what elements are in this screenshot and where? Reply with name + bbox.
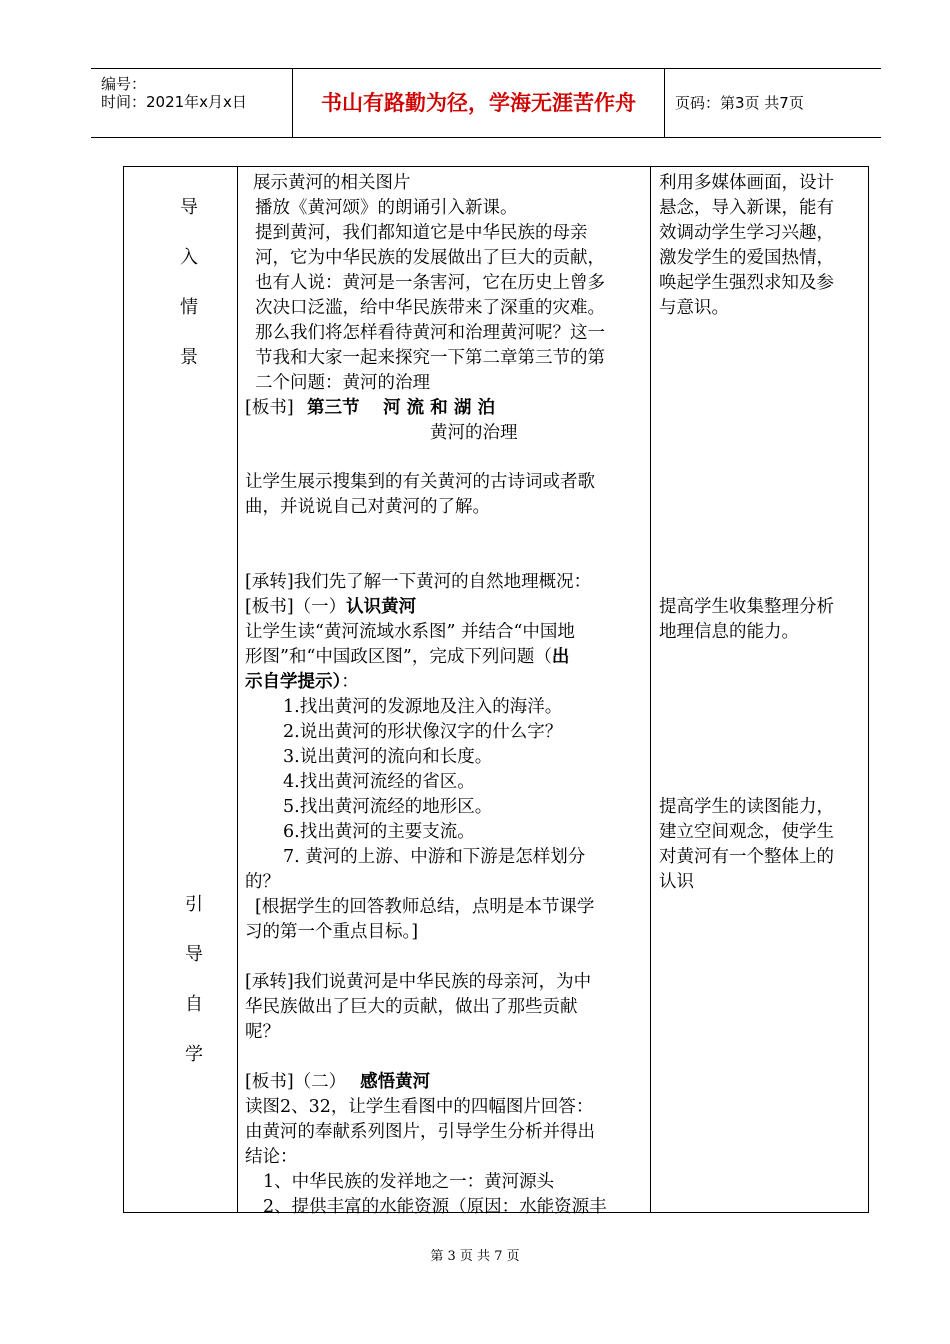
content-line: 也有人说：黄河是一条害河，它在历史上曾多: [255, 273, 605, 293]
board-tag-text: [板书]（一）: [245, 597, 347, 617]
board-tag: [板书]: [245, 398, 294, 418]
content-line: 展示黄河的相关图片: [253, 173, 411, 193]
question-item: 7. 黄河的上游、中游和下游是怎样划分: [283, 847, 586, 867]
board-title: [307, 396, 495, 421]
time-label: 时间：2021年x月x日: [101, 93, 247, 111]
section-char: 导: [185, 944, 203, 965]
content-line: 播放《黄河颂》的朗诵引入新课。: [255, 198, 518, 218]
header-meta: [91, 69, 293, 137]
board-tag-text: [板书]（二）: [245, 1072, 347, 1092]
header-motto: 书山有路勤为径，学海无涯苦作舟: [293, 69, 665, 137]
page-footer: 第 3 页 共 7 页: [430, 1249, 520, 1264]
board-heading: 感悟黄河: [360, 1072, 431, 1092]
content-emphasis: 出: [551, 647, 570, 667]
content-line: [根据学生的回答教师总结，点明是本节课学: [255, 897, 595, 917]
section-label-intro: [169, 183, 209, 383]
note-line: 唤起学生强烈求知及参: [659, 273, 834, 293]
content-line: [承转]我们先了解一下黄河的自然地理概况：: [245, 572, 592, 592]
content-line: 的？: [245, 872, 280, 892]
section-char: 引: [185, 894, 203, 915]
content-line: 习的第一个重点目标。]: [245, 922, 419, 942]
question-item: 3.说出黄河的流向和长度。: [283, 747, 493, 767]
content-line: 河，它为中华民族的发展做出了巨大的贡献，: [255, 248, 605, 268]
note-line: 对黄河有一个整体上的: [659, 847, 834, 867]
question-item: 2.说出黄河的形状像汉字的什么字？: [283, 722, 563, 742]
question-item: 4.找出黄河流经的省区。: [283, 772, 475, 792]
content-text: 形图”和“中国政区图”，完成下列问题（: [245, 647, 552, 667]
content-line: 那么我们将怎样看待黄河和治理黄河呢？这一: [255, 323, 605, 343]
content-line: [承转]我们说黄河是中华民族的母亲河，为中: [245, 972, 592, 992]
board-subtitle: 黄河的治理: [430, 423, 518, 443]
question-item: 6.找出黄河的主要支流。: [283, 822, 475, 842]
content-line: 华民族做出了巨大的贡献，做出了那些贡献: [245, 997, 578, 1017]
board-tag: [245, 595, 416, 620]
note-line: 效调动学生学习兴趣，: [659, 223, 834, 243]
board-title-text: 第三节 河 流 和 湖 泊: [307, 398, 495, 418]
content-line: 节我和大家一起来探究一下第二章第三节的第: [255, 348, 605, 368]
section-char: 自: [185, 994, 203, 1015]
content-line: 1、中华民族的发祥地之一：黄河源头: [263, 1172, 555, 1192]
content-line: [245, 645, 569, 670]
section-char: 情: [180, 297, 198, 318]
note-line: 地理信息的能力。: [659, 622, 799, 642]
note-line: 悬念，导入新课，能有: [659, 198, 834, 218]
note-line: 激发学生的爱国热情，: [659, 248, 834, 268]
column-divider: [650, 167, 651, 1212]
content-line: 次决口泛滥，给中华民族带来了深重的灾难。: [255, 298, 605, 318]
section-label-self-study: [174, 880, 214, 1080]
content-line: 让学生展示搜集到的有关黄河的古诗词或者歌: [245, 472, 595, 492]
note-line: 建立空间观念，使学生: [659, 822, 834, 842]
board-tag: [245, 1070, 430, 1095]
section-char: 入: [180, 247, 198, 268]
content-line: 让学生读“黄河流域水系图” 并结合“中国地: [245, 622, 575, 642]
note-line: 认识: [659, 872, 694, 892]
content-line: 由黄河的奉献系列图片，引导学生分析并得出: [245, 1122, 595, 1142]
content-text: ：: [341, 672, 359, 692]
note-line: 与意识。: [659, 298, 729, 318]
code-label: 编号：: [101, 75, 147, 93]
column-divider: [237, 167, 238, 1212]
lesson-table: [123, 166, 869, 1217]
section-char: 学: [185, 1044, 203, 1065]
question-item: 1.找出黄河的发源地及注入的海洋。: [283, 697, 563, 717]
content-line: 呢？: [245, 1022, 280, 1042]
note-line: 提高学生的读图能力，: [659, 797, 834, 817]
content-line: 二个问题：黄河的治理: [255, 373, 430, 393]
content-line: [245, 670, 359, 695]
note-line: 利用多媒体画面，设计: [659, 173, 834, 193]
content-emphasis: 示自学提示）: [245, 672, 342, 692]
content-line: 2、提供丰富的水能资源（原因：水能资源丰: [263, 1197, 607, 1217]
content-line: 读图2、32，让学生看图中的四幅图片回答：: [245, 1097, 594, 1117]
board-heading: 认识黄河: [346, 597, 417, 617]
page-header: [91, 68, 881, 138]
question-item: 5.找出黄河流经的地形区。: [283, 797, 493, 817]
section-char: 景: [180, 347, 198, 368]
page-number-label: 页码：第3页 共7页: [675, 94, 804, 112]
content-line: 曲，并说说自己对黄河的了解。: [245, 497, 490, 517]
content-line: 结论：: [245, 1147, 298, 1167]
section-char: 导: [180, 197, 198, 218]
note-line: 提高学生收集整理分析: [659, 597, 834, 617]
content-line: 提到黄河，我们都知道它是中华民族的母亲: [255, 223, 588, 243]
